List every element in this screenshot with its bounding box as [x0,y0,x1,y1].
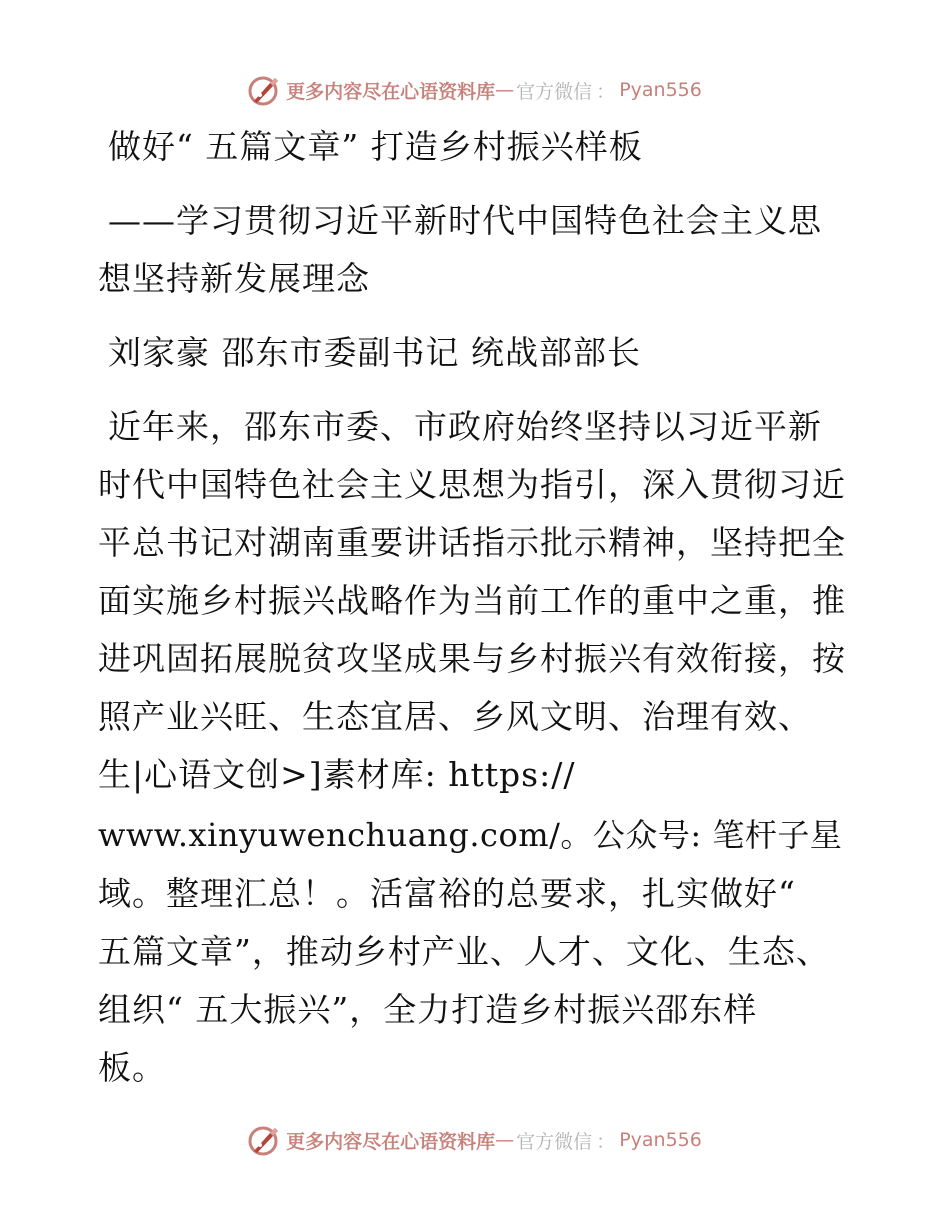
banner-dash: — [495,1129,515,1151]
body-line: 五篇文章”，推动乡村产业、人才、文化、生态、 [98,932,830,971]
subtitle-line: 想坚持新发展理念 [98,259,370,298]
footer-banner [0,1120,950,1160]
header-banner [0,70,950,110]
banner-dash: — [495,79,515,101]
banner-official-label: 官方微信 [516,1130,593,1153]
body-line: 域。整理汇总！。活富裕的总要求，扎实做好“ [98,874,796,913]
banner-content [248,1123,702,1157]
subtitle-line: ——学习贯彻习近平新时代中国特色社会主义思 [108,201,822,240]
banner-content [248,73,702,107]
banner-main-text: 更多内容尽在心语资料库 [286,1130,496,1153]
body-line: 时代中国特色社会主义思想为指引，深入贯彻习近 [98,465,846,504]
banner-colon: ： [596,1130,616,1153]
body-line: 面实施乡村振兴战略作为当前工作的重中之重，推 [98,581,846,620]
banner-wechat-id: Pyan556 [619,1129,702,1151]
body-line: 板。 [98,1048,166,1087]
banner-main-text: 更多内容尽在心语资料库 [286,80,496,103]
body-line: 生|心语文创>]素材库: https:// [98,755,576,794]
body-line: 平总书记对湖南重要讲话指示批示精神，坚持把全 [98,523,846,562]
body-line: 进巩固拓展脱贫攻坚成果与乡村振兴有效衔接，按 [98,639,846,678]
body-line: 近年来，邵东市委、市政府始终坚持以习近平新 [108,407,822,446]
pen-logo-icon [248,73,282,107]
banner-colon: ： [596,80,616,103]
banner-official-label: 官方微信 [516,80,593,103]
byline: 刘家豪 邵东市委副书记 统战部部长 [108,333,641,372]
body-line: 组织“ 五大振兴”，全力打造乡村振兴邵东样 [98,990,758,1029]
body-line: 照产业兴旺、生态宜居、乡风文明、治理有效、 [98,697,812,736]
banner-wechat-id: Pyan556 [619,79,702,101]
document-title: 做好“ 五篇文章” 打造乡村振兴样板 [108,127,643,166]
body-line: www.xinyuwenchuang.com/。公众号: 笔杆子星 [98,816,843,854]
pen-logo-icon [248,1123,282,1157]
